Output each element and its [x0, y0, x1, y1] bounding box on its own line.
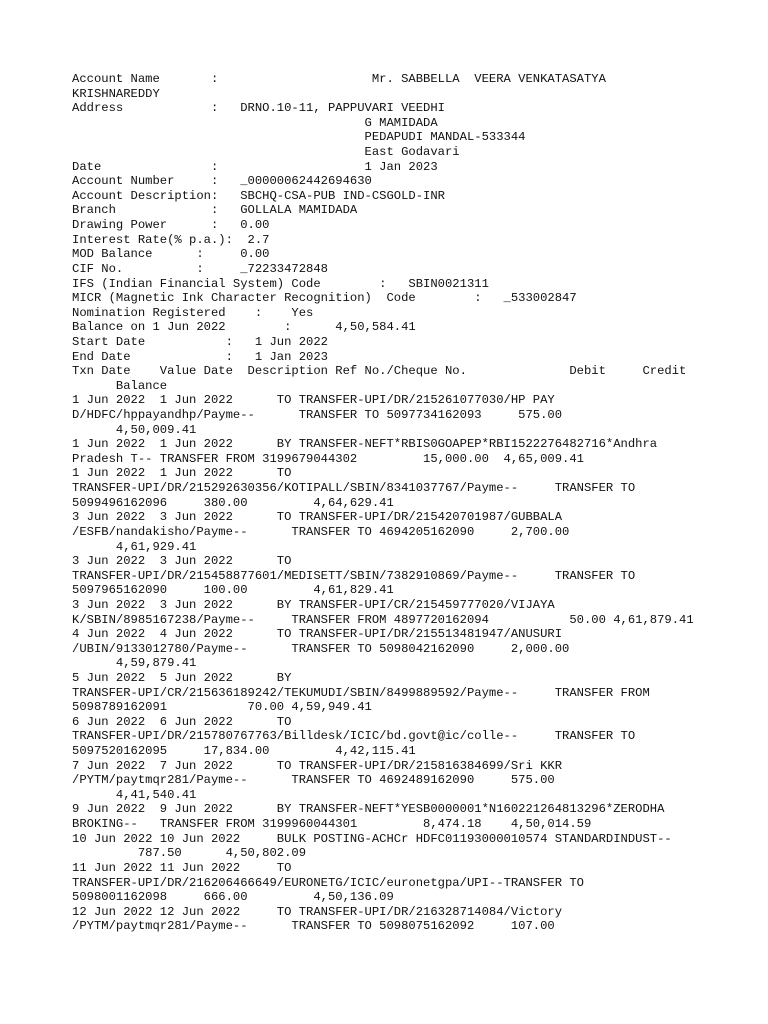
- statement-line: Branch : GOLLALA MAMIDADA: [72, 203, 358, 218]
- statement-line: TRANSFER-UPI/DR/216206466649/EURONETG/ICIC/euronetgpa/UPI--TRANSFER TO: [72, 875, 584, 890]
- statement-line: TRANSFER-UPI/DR/215458877601/MEDISETT/SBIN/7382910869/Payme-- TRANSFER TO: [72, 568, 636, 583]
- statement-line: 3 Jun 2022 3 Jun 2022 TO TRANSFER-UPI/DR/215420701987/GUBBALA: [72, 510, 563, 525]
- statement-line: G MAMIDADA: [72, 115, 438, 130]
- statement-line: 9 Jun 2022 9 Jun 2022 BY TRANSFER-NEFT*YESB0000001*N160221264813296*ZERODHA: [72, 802, 665, 817]
- statement-line: 4,61,929.41: [72, 539, 197, 554]
- statement-line: TRANSFER-UPI/DR/215292630356/KOTIPALL/SBIN/8341037767/Payme-- TRANSFER TO: [72, 481, 636, 496]
- statement-line: 4,41,540.41: [72, 787, 197, 802]
- statement-line: Account Name : Mr. SABBELLA VEERA VENKATASATYA: [72, 72, 606, 86]
- statement-line: Balance: [72, 378, 168, 393]
- statement-line: 4 Jun 2022 4 Jun 2022 TO TRANSFER-UPI/DR/215513481947/ANUSURI: [72, 627, 563, 642]
- statement-line: /ESFB/nandakisho/Payme-- TRANSFER TO 4694205162090 2,700.00: [72, 524, 570, 539]
- statement-line: Balance on 1 Jun 2022 : 4,50,584.41: [72, 320, 416, 335]
- statement-line: End Date : 1 Jan 2023: [72, 349, 328, 364]
- statement-line: /PYTM/paytmqr281/Payme-- TRANSFER TO 4692489162090 575.00: [72, 773, 555, 788]
- statement-line: 7 Jun 2022 7 Jun 2022 TO TRANSFER-UPI/DR/215816384699/Sri KKR: [72, 758, 563, 773]
- statement-line: Account Description: SBCHQ-CSA-PUB IND-CSGOLD-INR: [72, 188, 445, 203]
- statement-line: BROKING-- TRANSFER FROM 3199960044301 8,474.18 4,50,014.59: [72, 817, 592, 832]
- statement-line: 5098789162091 70.00 4,59,949.41: [72, 700, 372, 715]
- statement-line: 1 Jun 2022 1 Jun 2022 BY TRANSFER-NEFT*RBIS0GOAPEP*RBI1522276482716*Andhra: [72, 437, 658, 452]
- statement-line: K/SBIN/8985167238/Payme-- TRANSFER FROM 4897720162094 50.00 4,61,879.41: [72, 612, 694, 627]
- statement-line: Address : DRNO.10-11, PAPPUVARI VEEDHI: [72, 101, 445, 116]
- statement-line: 4,50,009.41: [72, 422, 197, 437]
- statement-line: Pradesh T-- TRANSFER FROM 3199679044302 15,000.00 4,65,009.41: [72, 451, 584, 466]
- statement-line: Drawing Power : 0.00: [72, 218, 270, 233]
- statement-line: 3 Jun 2022 3 Jun 2022 TO: [72, 554, 292, 569]
- statement-line: 6 Jun 2022 6 Jun 2022 TO: [72, 714, 292, 729]
- statement-line: 5 Jun 2022 5 Jun 2022 BY: [72, 670, 292, 685]
- statement-line: MOD Balance : 0.00: [72, 247, 270, 262]
- statement-line: 12 Jun 2022 12 Jun 2022 TO TRANSFER-UPI/DR/216328714084/Victory: [72, 904, 563, 919]
- statement-line: 1 Jun 2022 1 Jun 2022 TO: [72, 466, 292, 481]
- statement-line: KRISHNAREDDY: [72, 86, 160, 101]
- statement-line: 3 Jun 2022 3 Jun 2022 BY TRANSFER-UPI/CR/215459777020/VIJAYA: [72, 597, 555, 612]
- statement-line: Start Date : 1 Jun 2022: [72, 334, 328, 349]
- statement-line: 4,59,879.41: [72, 656, 197, 671]
- statement-line: East Godavari: [72, 145, 460, 160]
- statement-line: TRANSFER-UPI/DR/215780767763/Billdesk/ICIC/bd.govt@ic/colle-- TRANSFER TO: [72, 729, 636, 744]
- statement-line: PEDAPUDI MANDAL-533344: [72, 130, 526, 145]
- statement-line: MICR (Magnetic Ink Character Recognition) Code : _533002847: [72, 291, 577, 306]
- statement-line: 5097965162090 100.00 4,61,829.41: [72, 583, 394, 598]
- statement-line: 10 Jun 2022 10 Jun 2022 BULK POSTING-ACHCr HDFC01193000010574 STANDARDINDUST--: [72, 831, 672, 846]
- statement-line: 5098001162098 666.00 4,50,136.09: [72, 890, 394, 905]
- statement-line: /PYTM/paytmqr281/Payme-- TRANSFER TO 5098075162092 107.00: [72, 919, 555, 934]
- statement-body: [72, 72, 762, 934]
- statement-line: 5099496162096 380.00 4,64,629.41: [72, 495, 394, 510]
- statement-line: TRANSFER-UPI/CR/215636189242/TEKUMUDI/SBIN/8499889592/Payme-- TRANSFER FROM: [72, 685, 650, 700]
- statement-line: Txn Date Value Date Description Ref No./Cheque No. Debit Credit: [72, 364, 687, 379]
- statement-line: Nomination Registered : Yes: [72, 305, 314, 320]
- statement-line: D/HDFC/hppayandhp/Payme-- TRANSFER TO 5097734162093 575.00: [72, 408, 563, 423]
- statement-line: Interest Rate(% p.a.): 2.7: [72, 232, 270, 247]
- statement-line: CIF No. : _72233472848: [72, 261, 328, 276]
- statement-line: 5097520162095 17,834.00 4,42,115.41: [72, 744, 416, 759]
- statement-line: /UBIN/9133012780/Payme-- TRANSFER TO 5098042162090 2,000.00: [72, 641, 570, 656]
- statement-line: 787.50 4,50,802.09: [72, 846, 307, 861]
- statement-line: 1 Jun 2022 1 Jun 2022 TO TRANSFER-UPI/DR/215261077030/HP PAY: [72, 393, 555, 408]
- statement-line: Account Number : _00000062442694630: [72, 174, 372, 189]
- statement-line: Date : 1 Jan 2023: [72, 159, 438, 174]
- statement-line: IFS (Indian Financial System) Code : SBIN0021311: [72, 276, 489, 291]
- statement-line: 11 Jun 2022 11 Jun 2022 TO: [72, 860, 292, 875]
